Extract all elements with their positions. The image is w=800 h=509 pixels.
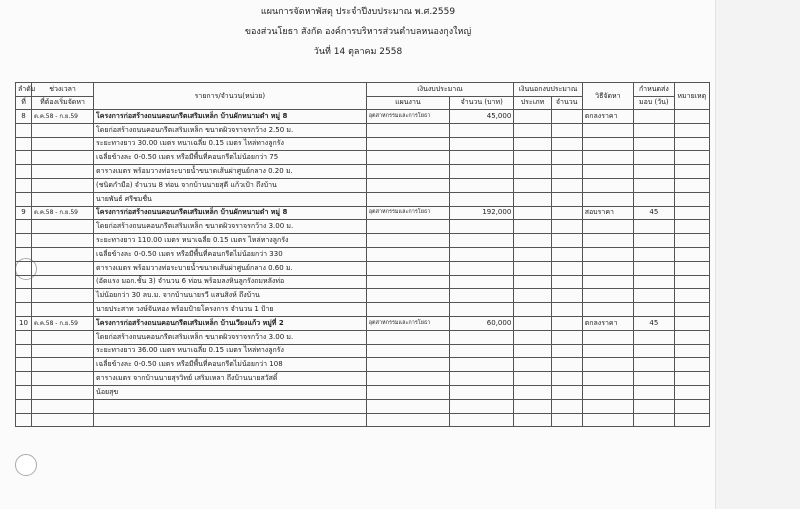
remark-cell (674, 289, 709, 303)
offbudget-type-cell (514, 358, 551, 372)
remark-cell (674, 192, 709, 206)
period-cell (32, 137, 94, 151)
remark-cell (674, 123, 709, 137)
period-cell (32, 358, 94, 372)
offbudget-amount-cell (551, 303, 582, 317)
doc-title: แผนการจัดหาพัสดุ ประจำปีงบประมาณ พ.ศ.2559 (260, 7, 456, 17)
amount-cell (450, 123, 514, 137)
remark-cell (674, 165, 709, 179)
remark-cell (674, 206, 709, 220)
plan-cell: อุตสาหกรรมและการโยธา (366, 110, 449, 124)
plan-cell (366, 289, 449, 303)
plan-cell (366, 372, 449, 386)
detail-row (16, 123, 710, 137)
period-cell (32, 372, 94, 386)
period-cell (32, 178, 94, 192)
seq-cell (16, 413, 32, 427)
deadline-cell (634, 399, 675, 413)
plan-cell (366, 220, 449, 234)
seq-cell (16, 385, 32, 399)
period-cell (32, 247, 94, 261)
offbudget-type-cell (514, 289, 551, 303)
offbudget-amount-cell (551, 316, 582, 330)
detail-row (16, 275, 710, 289)
offbudget-type-cell (514, 137, 551, 151)
deadline-cell (634, 123, 675, 137)
detail-text-cell: (ชนิดกำมือ) จำนวน 8 ท่อน จากบ้านนายสุดี แก้วเป้า ถึงบ้าน (94, 178, 367, 192)
deadline-cell (634, 330, 675, 344)
method-cell (582, 289, 633, 303)
offbudget-type-cell (514, 399, 551, 413)
deadline-cell (634, 110, 675, 124)
detail-text-cell: โดยก่อสร้างถนนคอนกรีตเสริมเหล็ก ขนาดผิวจราจรกว้าง 3.00 ม. (94, 330, 367, 344)
offbudget-type-cell (514, 178, 551, 192)
plan-cell (366, 344, 449, 358)
plan-cell (366, 413, 449, 427)
period-cell (32, 399, 94, 413)
period-cell (32, 330, 94, 344)
detail-text-cell: ระยะทางยาว 30.00 เมตร หนาเฉลี่ย 0.15 เมตร ไหล่ทางลูกรัง (94, 137, 367, 151)
plan-cell (366, 137, 449, 151)
col-method-header: วิธีจัดหา (582, 83, 633, 110)
method-cell (582, 372, 633, 386)
amount-cell (450, 372, 514, 386)
detail-row (16, 234, 710, 248)
amount-cell (450, 275, 514, 289)
amount-cell (450, 413, 514, 427)
offbudget-type-cell (514, 261, 551, 275)
offbudget-type-cell (514, 413, 551, 427)
detail-text-cell: (อัดแรง มอก.ชั้น 3) จำนวน 6 ท่อน พร้อมลงหินลูกรังถมหลังท่อ (94, 275, 367, 289)
remark-cell (674, 385, 709, 399)
detail-row (16, 220, 710, 234)
deadline-cell: 45 (634, 206, 675, 220)
procurement-plan-table (15, 82, 710, 427)
amount-cell (450, 330, 514, 344)
offbudget-type-cell (514, 275, 551, 289)
amount-cell (450, 220, 514, 234)
detail-text-cell: เฉลี่ยข้างละ 0-0.50 เมตร หรือมีพื้นที่คอนกรีตไม่น้อยกว่า 75 (94, 151, 367, 165)
seq-cell: 10 (16, 316, 32, 330)
period-cell: ต.ค.58 - ก.ย.59 (32, 316, 94, 330)
project-title-cell: โครงการก่อสร้างถนนคอนกรีตเสริมเหล็ก บ้านผักหนามดำ หมู่ 8 (94, 206, 367, 220)
col-deadline-header: มอบ (วัน) (634, 96, 675, 110)
period-cell (32, 344, 94, 358)
plan-cell (366, 151, 449, 165)
offbudget-type-cell (514, 316, 551, 330)
seq-cell (16, 165, 32, 179)
method-cell (582, 234, 633, 248)
detail-text-cell: ระยะทางยาว 36.00 เมตร หนาเฉลี่ย 0.15 เมตร ไหล่ทางลูกรัง (94, 344, 367, 358)
plan-cell (366, 165, 449, 179)
col-remark-header: หมายเหตุ (674, 83, 709, 110)
offbudget-amount-cell (551, 372, 582, 386)
offbudget-amount-cell (551, 344, 582, 358)
col-seq-header: ที่ (16, 96, 32, 110)
period-cell (32, 275, 94, 289)
col-seq-header: ลำดับ (16, 83, 32, 97)
offbudget-type-cell (514, 123, 551, 137)
deadline-cell (634, 234, 675, 248)
offbudget-amount-cell (551, 151, 582, 165)
amount-cell (450, 165, 514, 179)
detail-row (16, 261, 710, 275)
deadline-cell (634, 385, 675, 399)
plan-cell (366, 178, 449, 192)
deadline-cell (634, 303, 675, 317)
amount-cell (450, 178, 514, 192)
amount-cell (450, 137, 514, 151)
col-period-header: ที่ต้องเริ่มจัดหา (32, 96, 94, 110)
method-cell (582, 123, 633, 137)
offbudget-type-cell (514, 165, 551, 179)
period-cell (32, 303, 94, 317)
detail-row (16, 137, 710, 151)
offbudget-type-cell (514, 206, 551, 220)
offbudget-type-cell (514, 151, 551, 165)
deadline-cell (634, 247, 675, 261)
detail-row (16, 330, 710, 344)
method-cell (582, 413, 633, 427)
blank-row (16, 399, 710, 413)
offbudget-type-cell (514, 330, 551, 344)
detail-text-cell: ตารางเมตร พร้อมวางท่อระบายน้ำขนาดเส้นผ่าศูนย์กลาง 0.60 ม. (94, 261, 367, 275)
period-cell (32, 220, 94, 234)
offbudget-type-cell (514, 220, 551, 234)
doc-date: วันที่ 14 ตุลาคม 2558 (313, 47, 403, 57)
method-cell (582, 261, 633, 275)
remark-cell (674, 275, 709, 289)
seq-cell (16, 289, 32, 303)
seq-cell (16, 358, 32, 372)
plan-cell (366, 385, 449, 399)
method-cell: ตกลงราคา (582, 110, 633, 124)
project-row (16, 316, 710, 330)
offbudget-amount-cell (551, 413, 582, 427)
period-cell (32, 289, 94, 303)
period-cell (32, 151, 94, 165)
amount-cell (450, 399, 514, 413)
col-budget-header: เงินงบประมาณ (366, 83, 514, 97)
method-cell (582, 330, 633, 344)
remark-cell (674, 110, 709, 124)
plan-cell (366, 303, 449, 317)
offbudget-amount-cell (551, 275, 582, 289)
detail-text-cell (94, 413, 367, 427)
period-cell (32, 385, 94, 399)
method-cell (582, 303, 633, 317)
col-offbudget-type-header: ประเภท (514, 96, 551, 110)
binder-hole-icon (15, 454, 37, 476)
deadline-cell (634, 178, 675, 192)
plan-cell (366, 330, 449, 344)
project-row (16, 110, 710, 124)
amount-cell: 60,000 (450, 316, 514, 330)
detail-row (16, 178, 710, 192)
seq-cell (16, 123, 32, 137)
offbudget-amount-cell (551, 206, 582, 220)
offbudget-type-cell (514, 303, 551, 317)
remark-cell (674, 234, 709, 248)
col-deadline-header: กำหนดส่ง (634, 83, 675, 97)
detail-row (16, 165, 710, 179)
offbudget-amount-cell (551, 358, 582, 372)
period-cell (32, 192, 94, 206)
deadline-cell (634, 344, 675, 358)
method-cell (582, 344, 633, 358)
method-cell (582, 178, 633, 192)
offbudget-amount-cell (551, 234, 582, 248)
deadline-cell (634, 261, 675, 275)
plan-cell: อุตสาหกรรมและการโยธา (366, 206, 449, 220)
plan-cell: อุตสาหกรรมและการโยธา (366, 316, 449, 330)
deadline-cell (634, 372, 675, 386)
offbudget-amount-cell (551, 261, 582, 275)
offbudget-amount-cell (551, 123, 582, 137)
remark-cell (674, 330, 709, 344)
offbudget-amount-cell (551, 178, 582, 192)
remark-cell (674, 399, 709, 413)
offbudget-amount-cell (551, 137, 582, 151)
seq-cell (16, 303, 32, 317)
offbudget-type-cell (514, 192, 551, 206)
remark-cell (674, 303, 709, 317)
seq-cell (16, 330, 32, 344)
amount-cell (450, 234, 514, 248)
method-cell (582, 165, 633, 179)
method-cell (582, 137, 633, 151)
col-period-header: ช่วงเวลา (32, 83, 94, 97)
period-cell (32, 234, 94, 248)
col-offbudget-amount-header: จำนวน (551, 96, 582, 110)
header-row (16, 83, 710, 97)
remark-cell (674, 316, 709, 330)
offbudget-type-cell (514, 372, 551, 386)
seq-cell (16, 247, 32, 261)
plan-cell (366, 261, 449, 275)
seq-cell (16, 178, 32, 192)
plan-cell (366, 123, 449, 137)
period-cell: ต.ค.58 - ก.ย.59 (32, 206, 94, 220)
amount-cell (450, 261, 514, 275)
remark-cell (674, 261, 709, 275)
seq-cell (16, 399, 32, 413)
method-cell (582, 358, 633, 372)
period-cell (32, 261, 94, 275)
remark-cell (674, 372, 709, 386)
doc-subtitle: ของส่วนโยธา สังกัด องค์การบริหารส่วนตำบลหนองกุงใหญ่ (244, 27, 472, 37)
method-cell (582, 220, 633, 234)
method-cell (582, 151, 633, 165)
detail-text-cell: เฉลี่ยข้างละ 0-0.50 เมตร หรือมีพื้นที่คอนกรีตไม่น้อยกว่า 330 (94, 247, 367, 261)
blank-row (16, 413, 710, 427)
amount-cell (450, 344, 514, 358)
project-title-cell: โครงการก่อสร้างถนนคอนกรีตเสริมเหล็ก บ้านเวียงแก้ว หมู่ที่ 2 (94, 316, 367, 330)
detail-text-cell: ตารางเมตร พร้อมวางท่อระบายน้ำขนาดเส้นผ่าศูนย์กลาง 0.20 ม. (94, 165, 367, 179)
period-cell (32, 123, 94, 137)
plan-cell (366, 234, 449, 248)
detail-row (16, 192, 710, 206)
deadline-cell (634, 137, 675, 151)
detail-row (16, 151, 710, 165)
detail-text-cell: ตารางเมตร จากบ้านนายสุรวิทย์ เสริมเหลา ถึงบ้านนายสวัสดิ์ (94, 372, 367, 386)
seq-cell (16, 151, 32, 165)
detail-text-cell: นายประสาท วงษ์จันทอง พร้อมป้ายโครงการ จำนวน 1 ป้าย (94, 303, 367, 317)
amount-cell (450, 289, 514, 303)
detail-text-cell: โดยก่อสร้างถนนคอนกรีตเสริมเหล็ก ขนาดผิวจราจรกว้าง 3.00 ม. (94, 220, 367, 234)
remark-cell (674, 413, 709, 427)
deadline-cell (634, 358, 675, 372)
method-cell (582, 275, 633, 289)
offbudget-type-cell (514, 234, 551, 248)
col-offbudget-header: เงินนอกงบประมาณ (514, 83, 582, 97)
offbudget-amount-cell (551, 165, 582, 179)
period-cell (32, 413, 94, 427)
period-cell (32, 165, 94, 179)
deadline-cell (634, 275, 675, 289)
remark-cell (674, 247, 709, 261)
amount-cell: 45,000 (450, 110, 514, 124)
offbudget-amount-cell (551, 110, 582, 124)
detail-row (16, 344, 710, 358)
remark-cell (674, 344, 709, 358)
remark-cell (674, 220, 709, 234)
offbudget-type-cell (514, 247, 551, 261)
col-budget-amount-header: จำนวน (บาท) (450, 96, 514, 110)
remark-cell (674, 178, 709, 192)
offbudget-type-cell (514, 385, 551, 399)
seq-cell (16, 220, 32, 234)
detail-text-cell: ไม่น้อยกว่า 30 ลบ.ม. จากบ้านนายรวี แสนสิงห์ ถึงบ้าน (94, 289, 367, 303)
seq-cell (16, 344, 32, 358)
detail-row (16, 385, 710, 399)
amount-cell (450, 385, 514, 399)
seq-cell (16, 137, 32, 151)
remark-cell (674, 358, 709, 372)
detail-row (16, 289, 710, 303)
offbudget-amount-cell (551, 192, 582, 206)
detail-text-cell: นายพันธ์ ศรีชมชื่น (94, 192, 367, 206)
method-cell (582, 192, 633, 206)
detail-text-cell: เฉลี่ยข้างละ 0-0.50 เมตร หรือมีพื้นที่คอนกรีตไม่น้อยกว่า 108 (94, 358, 367, 372)
plan-cell (366, 275, 449, 289)
amount-cell (450, 247, 514, 261)
deadline-cell (634, 165, 675, 179)
remark-cell (674, 151, 709, 165)
seq-cell (16, 372, 32, 386)
deadline-cell (634, 192, 675, 206)
method-cell (582, 399, 633, 413)
offbudget-amount-cell (551, 330, 582, 344)
offbudget-amount-cell (551, 220, 582, 234)
offbudget-amount-cell (551, 399, 582, 413)
project-row (16, 206, 710, 220)
plan-body (16, 110, 710, 427)
plan-cell (366, 358, 449, 372)
detail-text-cell: ระยะทางยาว 110.00 เมตร หนาเฉลี่ย 0.15 เมตร ไหล่ทางลูกรัง (94, 234, 367, 248)
offbudget-amount-cell (551, 385, 582, 399)
detail-text-cell (94, 399, 367, 413)
offbudget-type-cell (514, 344, 551, 358)
amount-cell (450, 151, 514, 165)
project-title-cell: โครงการก่อสร้างถนนคอนกรีตเสริมเหล็ก บ้านผักหนามดำ หมู่ 8 (94, 110, 367, 124)
deadline-cell (634, 289, 675, 303)
offbudget-type-cell (514, 110, 551, 124)
method-cell (582, 247, 633, 261)
seq-cell: 8 (16, 110, 32, 124)
deadline-cell (634, 151, 675, 165)
detail-text-cell: โดยก่อสร้างถนนคอนกรีตเสริมเหล็ก ขนาดผิวจราจรกว้าง 2.50 ม. (94, 123, 367, 137)
detail-text-cell: น้อยสุข (94, 385, 367, 399)
seq-cell (16, 192, 32, 206)
col-budget-plan-header: แผนงาน (366, 96, 449, 110)
offbudget-amount-cell (551, 289, 582, 303)
deadline-cell (634, 220, 675, 234)
deadline-cell: 45 (634, 316, 675, 330)
amount-cell (450, 358, 514, 372)
amount-cell (450, 303, 514, 317)
method-cell: ตกลงราคา (582, 316, 633, 330)
plan-cell (366, 192, 449, 206)
detail-row (16, 247, 710, 261)
detail-row (16, 372, 710, 386)
offbudget-amount-cell (551, 247, 582, 261)
seq-cell (16, 275, 32, 289)
detail-row (16, 303, 710, 317)
seq-cell: 9 (16, 206, 32, 220)
deadline-cell (634, 413, 675, 427)
col-items-header: รายการ/จำนวน(หน่วย) (94, 83, 367, 110)
detail-row (16, 358, 710, 372)
period-cell: ต.ค.58 - ก.ย.59 (32, 110, 94, 124)
seq-cell (16, 234, 32, 248)
method-cell: สอบราคา (582, 206, 633, 220)
plan-cell (366, 247, 449, 261)
amount-cell (450, 192, 514, 206)
method-cell (582, 385, 633, 399)
scan-margin (715, 0, 800, 509)
seq-cell (16, 261, 32, 275)
amount-cell: 192,000 (450, 206, 514, 220)
remark-cell (674, 137, 709, 151)
plan-cell (366, 399, 449, 413)
